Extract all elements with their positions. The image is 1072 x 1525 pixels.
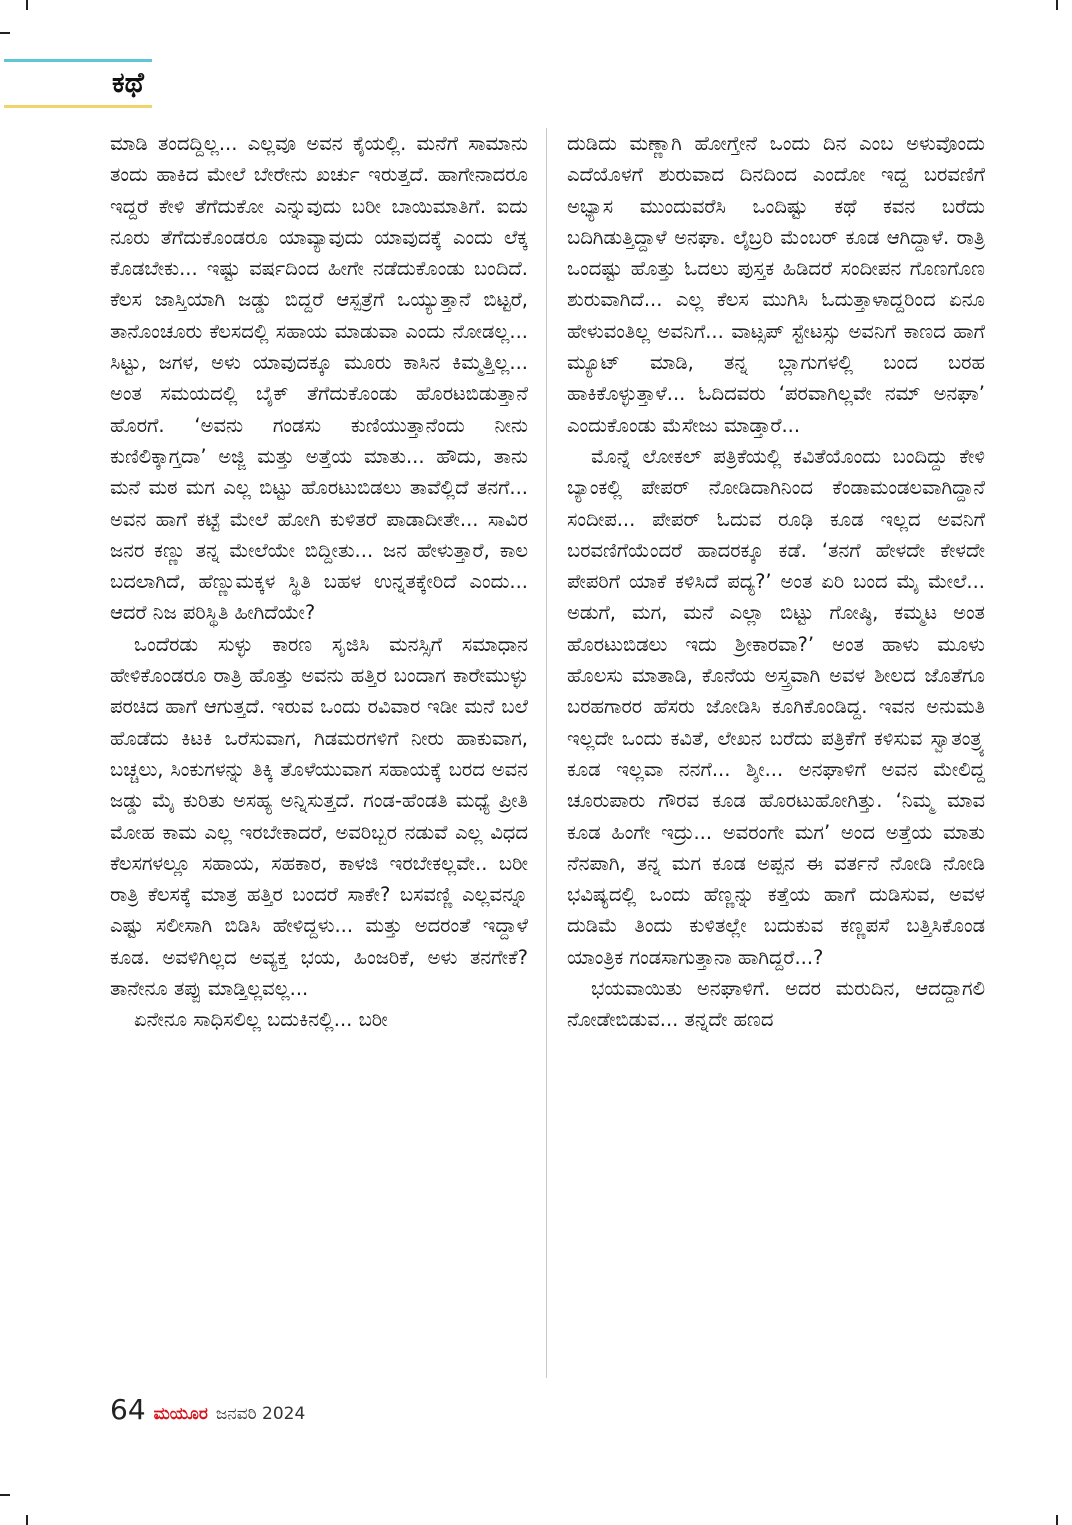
magazine-name: ಮಯೂರ: [153, 1404, 208, 1424]
page-number: 64: [110, 1393, 146, 1426]
column-divider: [546, 128, 547, 1378]
crop-mark: [0, 32, 10, 34]
crop-mark: [26, 1515, 28, 1525]
paragraph: ಒಂದೆರಡು ಸುಳ್ಳು ಕಾರಣ ಸೃಜಿಸಿ ಮನಸ್ಸಿಗೆ ಸಮಾಧಾನ ಹೇಳಿಕೊಂಡರೂ ರಾತ್ರಿ ಹೊತ್ತು ಅವನು ಹತ್ತಿರ ಬಂದಾಗ ಕಾರೇಮುಳ್ಳು ಪರಚಿದ ಹಾಗೆ ಆಗುತ್ತದೆ. ಇರುವ ಒಂದು ರವಿವಾರ ಇಡೀ ಮನೆ ಬಲೆ ಹೊಡೆದು ಕಿಟಕಿ ಒರೆಸುವಾಗ, ಗಿಡಮರಗಳಿಗೆ ನೀರು ಹಾಕುವಾಗ, ಬಚ್ಚಲು, ಸಿಂಕುಗಳನ್ನು ತಿಕ್ಕಿ ತೊಳೆಯುವಾಗ ಸಹಾಯಕ್ಕೆ ಬರದ ಅವನ ಜಡ್ಡು ಮೈ ಕುರಿತು ಅಸಹ್ಯ ಅನ್ನಿಸುತ್ತದೆ. ಗಂಡ-ಹೆಂಡತಿ ಮಧ್ಯೆ ಪ್ರೀತಿ ಮೋಹ ಕಾಮ ಎಲ್ಲ ಇರಬೇಕಾದರೆ, ಅವರಿಬ್ಬರ ನಡುವೆ ಎಲ್ಲ ವಿಧದ ಕೆಲಸಗಳಲ್ಲೂ ಸಹಾಯ, ಸಹಕಾರ, ಕಾಳಜಿ ಇರಬೇಕಲ್ಲವೇ.. ಬರೀ ರಾತ್ರಿ ಕೆಲಸಕ್ಕೆ ಮಾತ್ರ ಹತ್ತಿರ ಬಂದರೆ ಸಾಕೇ? ಬಸವಣ್ಣಿ ಎಲ್ಲವನ್ನೂ ಎಷ್ಟು ಸಲೀಸಾಗಿ ಬಿಡಿಸಿ ಹೇಳಿದ್ದಳು... ಮತ್ತು ಅದರಂತೆ ಇದ್ದಾಳೆ ಕೂಡ. ಅವಳಿಗಿಲ್ಲದ ಅವ್ಯಕ್ತ ಭಯ, ಹಿಂಜರಿಕೆ, ಅಳು ತನಗೇಕೆ? ತಾನೇನೂ ತಪ್ಪು ಮಾಡ್ತಿಲ್ಲವಲ್ಲ...: [110, 632, 528, 1001]
paragraph: ಮೊನ್ನೆ ಲೋಕಲ್ ಪತ್ರಿಕೆಯಲ್ಲಿ ಕವಿತೆಯೊಂದು ಬಂದಿದ್ದು ಕೇಳಿ ಬ್ಯಾಂಕಲ್ಲಿ ಪೇಪರ್ ನೋಡಿದಾಗಿನಿಂದ ಕೆಂಡಾಮಂಡಲವಾಗಿದ್ದಾನೆ ಸಂದೀಪ... ಪೇಪರ್ ಓದುವ ರೂಢಿ ಕೂಡ ಇಲ್ಲದ ಅವನಿಗೆ ಬರವಣಿಗೆಯೆಂದರೆ ಹಾದರಕ್ಕೂ ಕಡೆ. ‘ತನಗೆ ಹೇಳದೇ ಕೇಳದೇ ಪೇಪರಿಗೆ ಯಾಕೆ ಕಳಿಸಿದೆ ಪದ್ಯ?’ ಅಂತ ಏರಿ ಬಂದ ಮೈ ಮೇಲೆ... ಅಡುಗೆ, ಮಗ, ಮನೆ ಎಲ್ಲಾ ಬಿಟ್ಟು ಗೋಷ್ಠಿ, ಕಮ್ಮಟ ಅಂತ ಹೊರಟುಬಿಡಲು ಇದು ಶ್ರೀಕಾರವಾ?’ ಅಂತ ಹಾಳು ಮೂಳು ಹೊಲಸು ಮಾತಾಡಿ, ಕೊನೆಯ ಅಸ್ತ್ರವಾಗಿ ಅವಳ ಶೀಲದ ಜೊತೆಗೂ ಬರಹಗಾರರ ಹೆಸರು ಜೋಡಿಸಿ ಕೂಗಿಕೊಂಡಿದ್ದ. ಇವನ ಅನುಮತಿ ಇಲ್ಲದೇ ಒಂದು ಕವಿತೆ, ಲೇಖನ ಬರೆದು ಪತ್ರಿಕೆಗೆ ಕಳಿಸುವ ಸ್ವಾತಂತ್ರ್ಯ ಕೂಡ ಇಲ್ಲವಾ ನನಗೆ... ಶ್ಶೀ... ಅನಘಾಳಿಗೆ ಅವನ ಮೇಲಿದ್ದ ಚೂರುಪಾರು ಗೌರವ ಕೂಡ ಹೊರಟುಹೋಗಿತ್ತು. ‘ನಿಮ್ಮ ಮಾವ ಕೂಡ ಹಿಂಗೇ ಇದ್ರು... ಅವರಂಗೇ ಮಗ’ ಅಂದ ಅತ್ತೆಯ ಮಾತು ನೆನಪಾಗಿ, ತನ್ನ ಮಗ ಕೂಡ ಅಪ್ಪನ ಈ ವರ್ತನೆ ನೋಡಿ ನೋಡಿ ಭವಿಷ್ಯದಲ್ಲಿ ಒಂದು ಹೆಣ್ಣನ್ನು ಕತ್ತೆಯ ಹಾಗೆ ದುಡಿಸುವ, ಅವಳ ದುಡಿಮೆ ತಿಂದು ಕುಳಿತಲ್ಲೇ ಬದುಕುವ ಕಣ್ಣಪಸೆ ಬತ್ತಿಸಿಕೊಂಡ ಯಾಂತ್ರಿಕ ಗಂಡಸಾಗುತ್ತಾನಾ ಹಾಗಿದ್ದರೆ...?: [567, 444, 985, 969]
crop-mark: [1056, 0, 1058, 10]
issue-date: ಜನವರಿ 2024: [215, 1404, 306, 1424]
paragraph: ಏನೇನೂ ಸಾಧಿಸಲಿಲ್ಲ ಬದುಕಿನಲ್ಲಿ... ಬರೀ: [134, 1008, 388, 1032]
section-title-rule-bottom: [4, 105, 152, 108]
right-column: [567, 128, 985, 1036]
crop-mark: [1056, 1515, 1058, 1525]
paragraph: ದುಡಿದು ಮಣ್ಣಾಗಿ ಹೋಗ್ತೇನೆ ಒಂದು ದಿನ ಎಂಬ ಅಳುವೊಂದು ಎದೆಯೊಳಗೆ ಶುರುವಾದ ದಿನದಿಂದ ಎಂದೋ ಇದ್ದ ಬರವಣಿಗೆ ಅಭ್ಯಾಸ ಮುಂದುವರೆಸಿ ಒಂದಿಷ್ಟು ಕಥೆ ಕವನ ಬರೆದು ಬದಿಗಿಡುತ್ತಿದ್ದಾಳೆ ಅನಘಾ. ಲೈಬ್ರರಿ ಮೆಂಬರ್ ಕೂಡ ಆಗಿದ್ದಾಳೆ. ರಾತ್ರಿ ಒಂದಷ್ಟು ಹೊತ್ತು ಓದಲು ಪುಸ್ತಕ ಹಿಡಿದರೆ ಸಂದೀಪನ ಗೊಣಗೊಣ ಶುರುವಾಗಿದೆ... ಎಲ್ಲ ಕೆಲಸ ಮುಗಿಸಿ ಓದುತ್ತಾಳಾದ್ದರಿಂದ ಏನೂ ಹೇಳುವಂತಿಲ್ಲ ಅವನಿಗೆ... ವಾಟ್ಸಪ್ ಸ್ಟೇಟಸ್ಸು ಅವನಿಗೆ ಕಾಣದ ಹಾಗೆ ಮ್ಯೂಟ್ ಮಾಡಿ, ತನ್ನ ಬ್ಲಾಗುಗಳಲ್ಲಿ ಬಂದ ಬರಹ ಹಾಕಿಕೊಳ್ಳುತ್ತಾಳೆ... ಓದಿದವರು ‘ಪರವಾಗಿಲ್ಲವೇ ನಮ್ ಅನಘಾ’ ಎಂದುಕೊಂಡು ಮೆಸೇಜು ಮಾಡ್ತಾರೆ...: [567, 132, 985, 437]
paragraph: ಮಾಡಿ ತಂದದ್ದಿಲ್ಲ... ಎಲ್ಲವೂ ಅವನ ಕೈಯಲ್ಲಿ. ಮನೆಗೆ ಸಾಮಾನು ತಂದು ಹಾಕಿದ ಮೇಲೆ ಬೇರೇನು ಖರ್ಚು ಇರುತ್ತದೆ. ಹಾಗೇನಾದರೂ ಇದ್ದರೆ ಕೇಳಿ ತೆಗೆದುಕೋ ಎನ್ನುವುದು ಬರೀ ಬಾಯಿಮಾತಿಗೆ. ಐದು ನೂರು ತೆಗೆದುಕೊಂಡರೂ ಯಾವ್ಯಾವುದು ಯಾವುದಕ್ಕೆ ಎಂದು ಲೆಕ್ಕ ಕೊಡಬೇಕು... ಇಷ್ಟು ವರ್ಷದಿಂದ ಹೀಗೇ ನಡೆದುಕೊಂಡು ಬಂದಿದೆ. ಕೆಲಸ ಜಾಸ್ತಿಯಾಗಿ ಜಡ್ಡು ಬಿದ್ದರೆ ಆಸ್ಪತ್ರೆಗೆ ಒಯ್ಯುತ್ತಾನೆ ಬಿಟ್ಟರೆ, ತಾನೊಂಚೂರು ಕೆಲಸದಲ್ಲಿ ಸಹಾಯ ಮಾಡುವಾ ಎಂದು ನೋಡಲ್ಲ... ಸಿಟ್ಟು, ಜಗಳ, ಅಳು ಯಾವುದಕ್ಕೂ ಮೂರು ಕಾಸಿನ ಕಿಮ್ಮತ್ತಿಲ್ಲ... ಅಂತ ಸಮಯದಲ್ಲಿ ಬೈಕ್ ತೆಗೆದುಕೊಂಡು ಹೊರಟಬಿಡುತ್ತಾನೆ ಹೊರಗೆ. ‘ಅವನು ಗಂಡಸು ಕುಣಿಯುತ್ತಾನೆಂದು ನೀನು ಕುಣಿಲಿಕ್ಕಾಗ್ತದಾ’ ಅಜ್ಜಿ ಮತ್ತು ಅತ್ತೆಯ ಮಾತು... ಹೌದು, ತಾನು ಮನೆ ಮಠ ಮಗ ಎಲ್ಲ ಬಿಟ್ಟು ಹೊರಟುಬಿಡಲು ತಾವೆಲ್ಲಿದೆ ತನಗೆ... ಅವನ ಹಾಗೆ ಕಟ್ಟೆ ಮೇಲೆ ಹೋಗಿ ಕುಳಿತರೆ ಪಾಡಾದೀತೇ... ಸಾವಿರ ಜನರ ಕಣ್ಣು ತನ್ನ ಮೇಲೆಯೇ ಬಿದ್ದೀತು... ಜನ ಹೇಳುತ್ತಾರೆ, ಕಾಲ ಬದಲಾಗಿದೆ, ಹೆಣ್ಣುಮಕ್ಕಳ ಸ್ಥಿತಿ ಬಹಳ ಉನ್ನತಕ್ಕೇರಿದೆ ಎಂದು... ಆದರೆ ನಿಜ ಪರಿಸ್ಥಿತಿ ಹೀಗಿದೆಯೇ?: [110, 132, 528, 625]
page-footer: [110, 1393, 305, 1426]
paragraph: ಭಯವಾಯಿತು ಅನಘಾಳಿಗೆ. ಅದರ ಮರುದಿನ, ಆದದ್ದಾಗಲಿ ನೋಡೇಬಿಡುವ... ತನ್ನದೇ ಹಣದ: [567, 977, 985, 1032]
crop-mark: [0, 1494, 10, 1496]
section-title: ಕಥೆ: [112, 66, 144, 99]
crop-mark: [26, 0, 28, 10]
left-column: [110, 128, 528, 1036]
section-title-rule-top: [4, 59, 152, 62]
